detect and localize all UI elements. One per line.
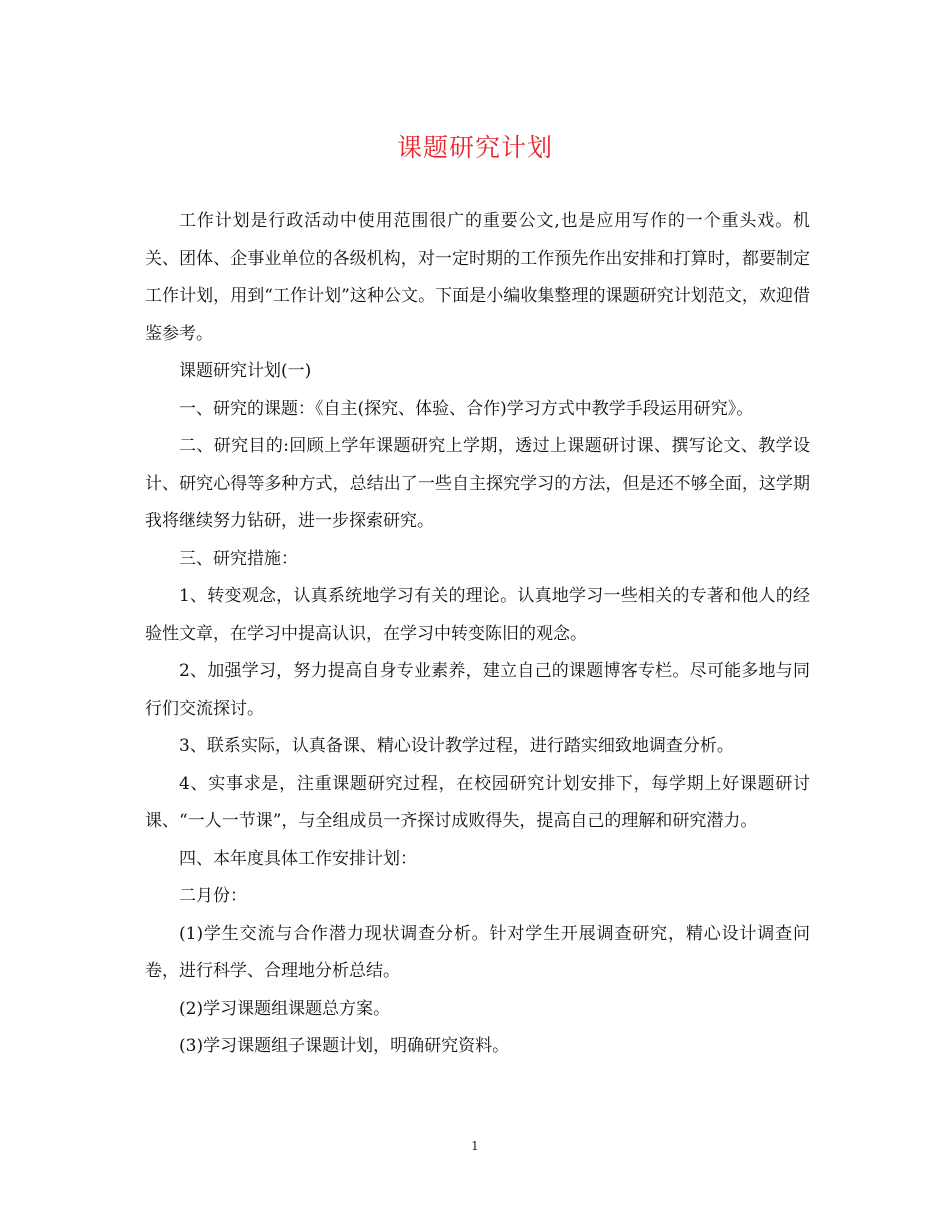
intro-paragraph: 工作计划是行政活动中使用范围很广的重要公文,也是应用写作的一个重头戏。机关、团体、企事业单位的各级机构，对一定时期的工作预先作出安排和打算时，都要制定工作计划，用到“工作计划”这种公文。下面是小编收集整理的课题研究计划范文，欢迎借鉴参考。 bbox=[145, 211, 810, 344]
february-task-2: (2)学习课题组课题总方案。 bbox=[179, 998, 391, 1019]
measure-item-1: 1、转变观念，认真系统地学习有关的理论。认真地学习一些相关的专著和他人的经验性文章，在学习中提高认识，在学习中转变陈旧的观念。 bbox=[145, 586, 810, 644]
plan-heading: 课题研究计划(一) bbox=[179, 361, 312, 381]
page-number: 1 bbox=[471, 1139, 479, 1153]
february-task-1: (1)学生交流与合作潜力现状调查分析。针对学生开展调查研究，精心设计调查问卷，进行科学、合理地分析总结。 bbox=[145, 923, 810, 981]
research-topic-paragraph: 一、研究的课题：《自主(探究、体验、合作)学习方式中教学手段运用研究》。 bbox=[179, 398, 754, 419]
february-task-3: (3)学习课题组子课题计划，明确研究资料。 bbox=[179, 1036, 510, 1056]
document-body bbox=[145, 203, 810, 1066]
research-purpose-paragraph: 二、研究目的:回顾上学年课题研究上学期，透过上课题研讨课、撰写论文、教学设计、研究心得等多种方式，总结出了一些自主探究学习的方法，但是还不够全面，这学期我将继续努力钻研，进一步探索研究。 bbox=[145, 436, 810, 531]
measure-item-2: 2、加强学习，努力提高自身专业素养，建立自己的课题博客专栏。尽可能多地与同行们交流探讨。 bbox=[145, 661, 810, 719]
annual-plan-heading: 四、本年度具体工作安排计划： bbox=[179, 848, 417, 869]
measure-item-4: 4、实事求是，注重课题研究过程，在校园研究计划安排下，每学期上好课题研讨课、“一人一节课”，与全组成员一齐探讨成败得失，提高自己的理解和研究潜力。 bbox=[145, 773, 810, 831]
document-title: 课题研究计划 bbox=[396, 133, 553, 162]
research-measures-heading: 三、研究措施： bbox=[179, 548, 298, 569]
measure-item-3: 3、联系实际，认真备课、精心设计教学过程，进行踏实细致地调查分析。 bbox=[179, 736, 734, 756]
february-heading: 二月份： bbox=[179, 886, 247, 906]
